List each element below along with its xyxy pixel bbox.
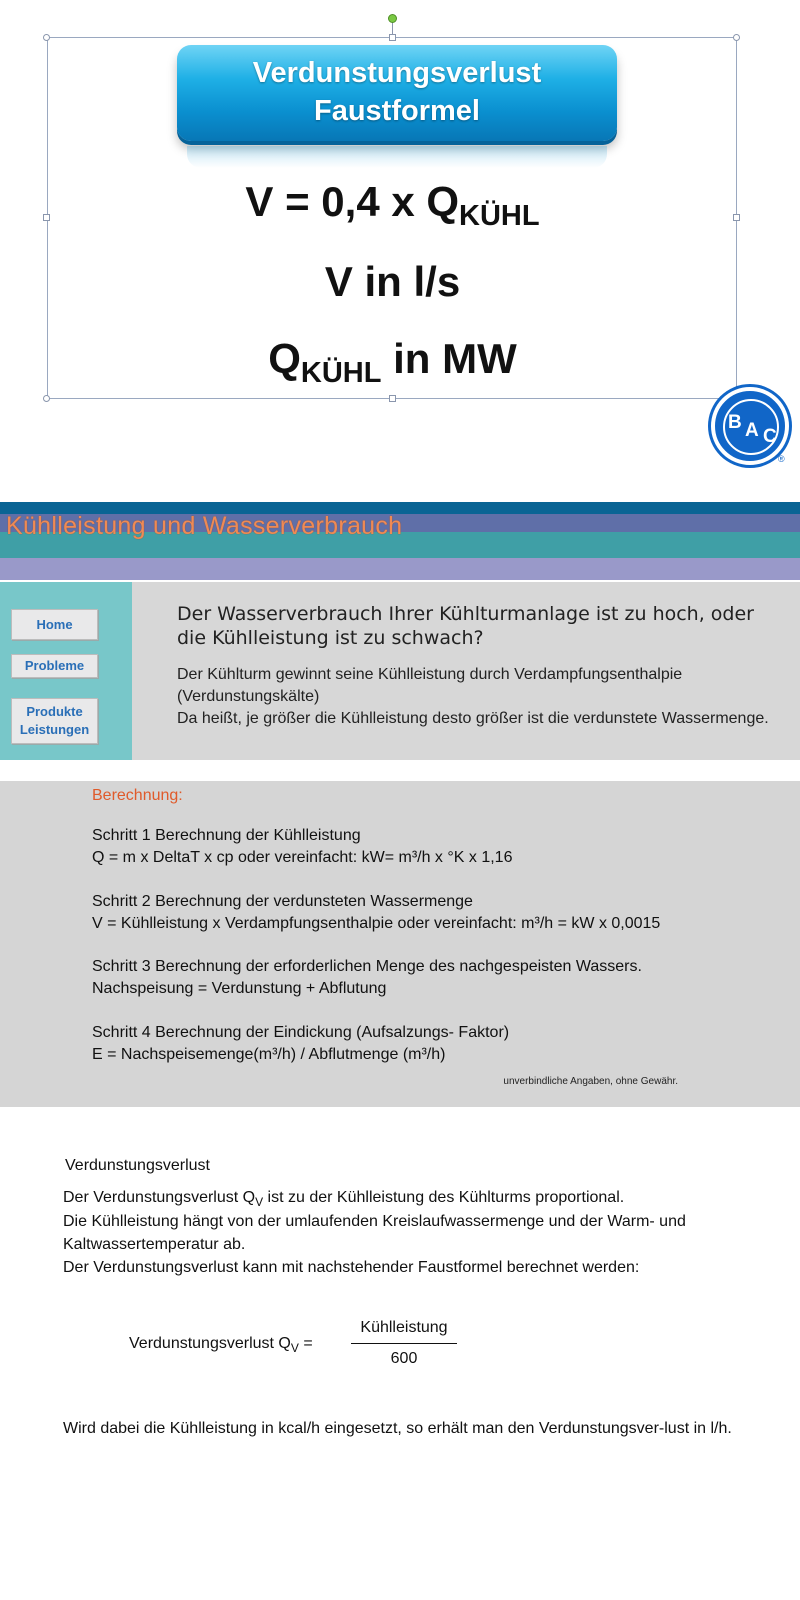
website-panel — [0, 502, 800, 760]
nav-produkte-line2: Leistungen — [19, 722, 90, 737]
calc-step-3 — [92, 956, 782, 1000]
slide-panel — [0, 0, 800, 490]
text-paragraph-line2: Die Kühlleistung hängt von der umlaufenden Kreislaufwassermenge und der Warm- und Kaltwassertemperatur ab. — [63, 1213, 686, 1253]
text-paragraph — [63, 1186, 763, 1279]
text-panel — [0, 1107, 800, 1600]
formula-line-3 — [0, 335, 785, 389]
nav-probleme-button[interactable]: Probleme — [11, 654, 98, 678]
formula3-subscript: KÜHL — [300, 357, 382, 389]
resize-handle-top[interactable] — [389, 34, 396, 41]
resize-handle-top-left[interactable] — [43, 34, 50, 41]
formula-line-1 — [0, 178, 785, 232]
disclaimer: unverbindliche Angaben, ohne Gewähr. — [503, 1076, 678, 1087]
formula1-subscript: KÜHL — [459, 200, 540, 232]
text-footer: Wird dabei die Kühlleistung in kcal/h eingesetzt, so erhält man den Verdunstungsver-lust in l/h. — [63, 1420, 732, 1437]
fraction-bar — [351, 1343, 457, 1344]
content-body-line2: Da heißt, je größer die Kühlleistung desto größer ist die verdunstete Wassermenge. — [177, 710, 769, 727]
main-content — [132, 582, 800, 760]
step-heading: Schritt 4 Berechnung der Eindickung (Aufsalzungs- Faktor) — [92, 1024, 510, 1041]
text-paragraph-line1 — [63, 1186, 763, 1210]
text-paragraph-line3: Der Verdunstungsverlust kann mit nachstehender Faustformel berechnet werden: — [63, 1259, 640, 1276]
sidebar-nav — [0, 582, 132, 760]
step-detail: Q = m x DeltaT x cp oder vereinfacht: kW= m³/h x °K x 1,16 — [92, 849, 513, 866]
rotate-handle[interactable] — [388, 14, 397, 23]
slide-title-banner — [177, 45, 617, 141]
eq-subscript: V — [290, 1341, 299, 1355]
resize-handle-top-right[interactable] — [733, 34, 740, 41]
equation-lhs — [129, 1335, 313, 1353]
eq-lhs-text: Verdunstungsverlust Q — [129, 1335, 291, 1352]
content-body — [177, 664, 792, 730]
step-heading: Schritt 3 Berechnung der erforderlichen Menge des nachgespeisten Wassers. — [92, 958, 642, 975]
calculation-title: Berechnung: — [92, 787, 183, 804]
calc-step-2 — [92, 891, 782, 935]
formula3-main: Q — [268, 335, 301, 382]
para-text-a: Der Verdunstungsverlust Q — [63, 1189, 256, 1206]
formula3-rest: in MW — [381, 335, 517, 382]
step-detail: E = Nachspeisemenge(m³/h) / Abflutmenge (m³/h) — [92, 1046, 446, 1063]
nav-produkte-line1: Produkte — [26, 704, 83, 719]
fraction-denominator: 600 — [390, 1350, 418, 1367]
nav-home-button[interactable]: Home — [11, 609, 98, 640]
content-headline: Der Wasserverbrauch Ihrer Kühlturmanlage ist zu hoch, oder die Kühlleistung ist zu schwach? — [177, 603, 754, 649]
calculation-panel — [0, 781, 800, 1107]
content-body-line1: Der Kühlturm gewinnt seine Kühlleistung durch Verdampfungsenthalpie (Verdunstungskälte) — [177, 666, 683, 705]
calc-step-4 — [92, 1022, 782, 1066]
formula-line-2: V in l/s — [324, 258, 461, 305]
eq-equals: = — [298, 1335, 313, 1352]
nav-produkte-button[interactable] — [11, 698, 98, 744]
header-band-4 — [0, 558, 800, 580]
formula1-main: V = 0,4 x Q — [245, 178, 460, 225]
fraction-equation — [129, 1319, 529, 1379]
site-title: Kühlleistung und Wasserverbrauch — [6, 512, 403, 540]
fraction-numerator: Kühlleistung — [360, 1319, 448, 1336]
slide-title-line2: Faustformel — [314, 95, 480, 127]
para-text-b: ist zu der Kühlleistung des Kühlturms proportional. — [263, 1189, 625, 1206]
bac-logo-c: C — [763, 426, 777, 447]
resize-handle-bottom[interactable] — [389, 395, 396, 402]
step-heading: Schritt 1 Berechnung der Kühlleistung — [92, 827, 361, 844]
bac-logo-b: B — [728, 412, 742, 433]
para-subscript: V — [255, 1195, 264, 1209]
step-detail: Nachspeisung = Verdunstung + Abflutung — [92, 980, 387, 997]
step-heading: Schritt 2 Berechnung der verdunsteten Wassermenge — [92, 893, 473, 910]
text-title: Verdunstungsverlust — [65, 1157, 210, 1174]
step-detail: V = Kühlleistung x Verdampfungsenthalpie oder vereinfacht: m³/h = kW x 0,0015 — [92, 915, 661, 932]
slide-title-line1: Verdunstungsverlust — [252, 57, 542, 89]
title-reflection — [187, 146, 607, 168]
registered-mark: ® — [778, 454, 785, 464]
bac-logo-a: A — [745, 420, 759, 441]
calc-step-1 — [92, 825, 782, 869]
resize-handle-bottom-left[interactable] — [43, 395, 50, 402]
